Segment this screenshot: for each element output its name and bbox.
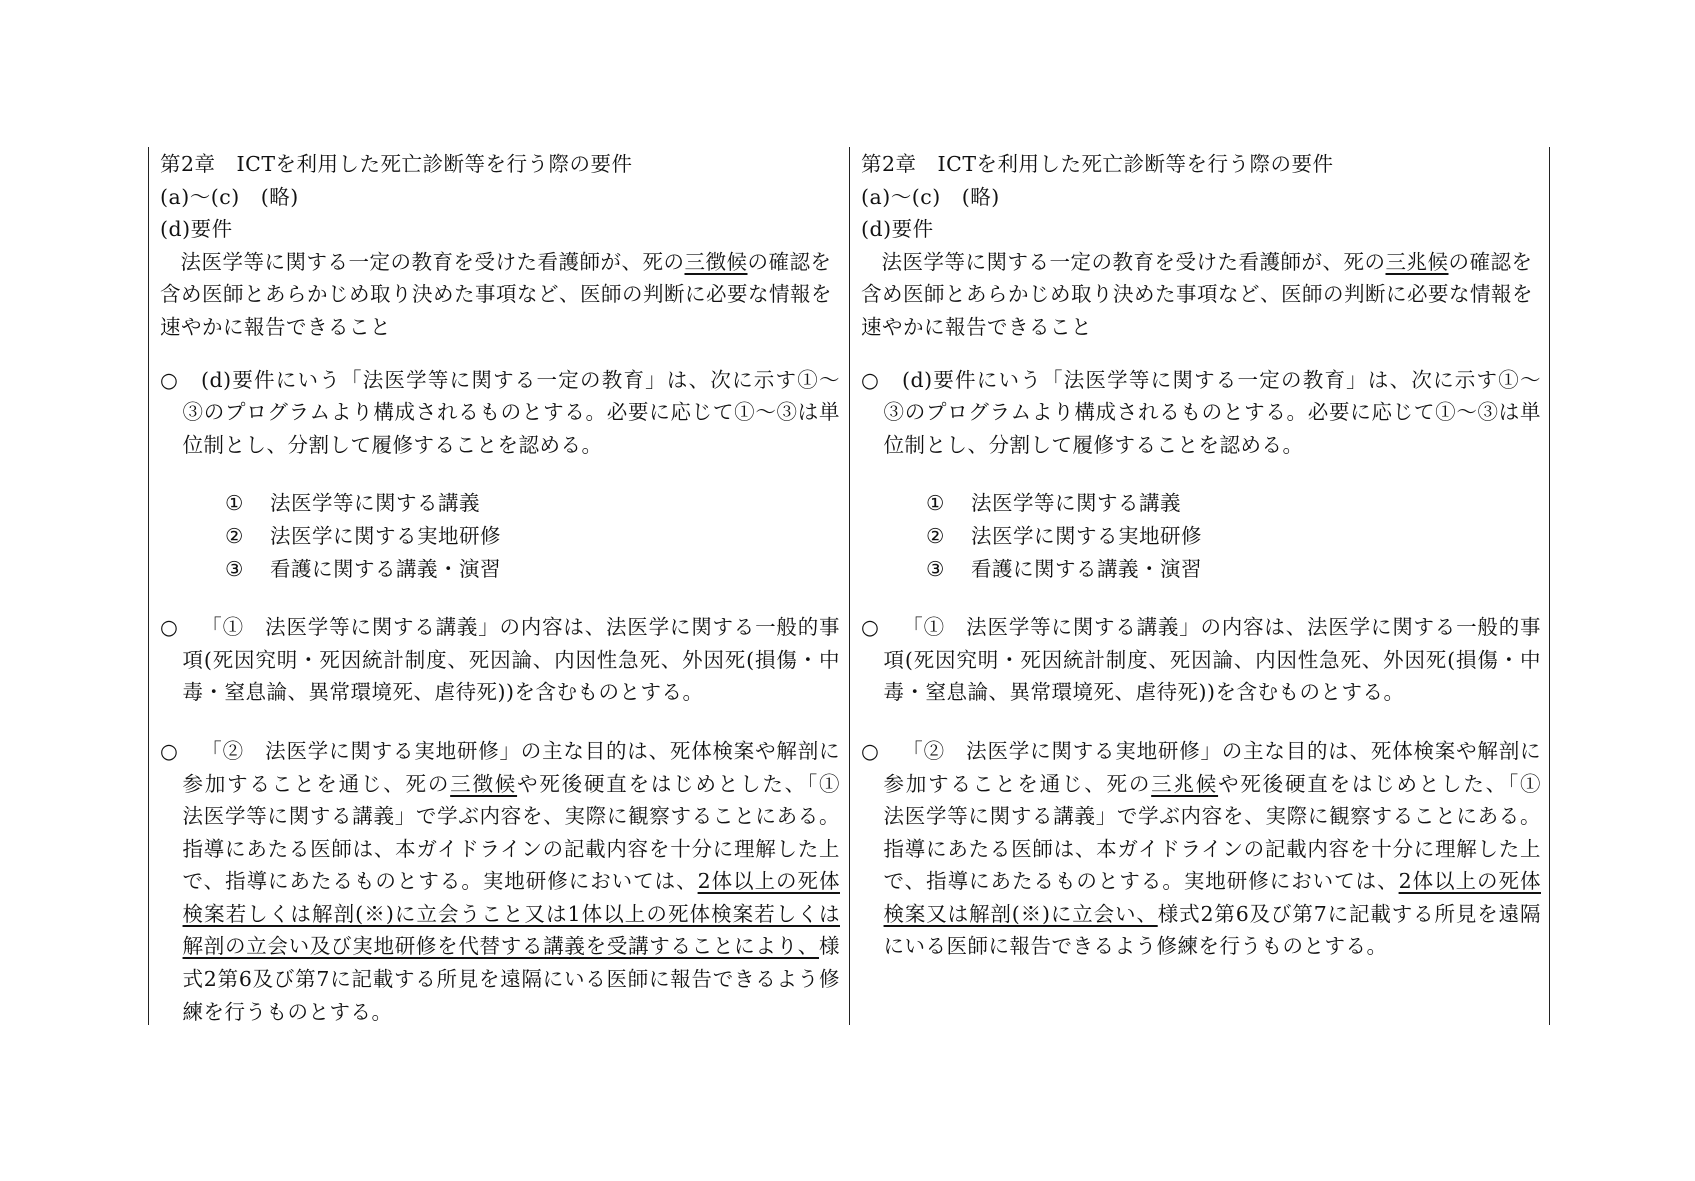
requirement-body: 法医学等に関する一定の教育を受けた看護師が、死の三兆候の確認を含め医師とあらかじめ取り決めた事項など、医師の判断に必要な情報を速やかに報告できること: [861, 249, 1533, 339]
paragraph-practical-training: ○ 「② 法医学に関する実地研修」の主な目的は、死体検案や解剖に参加することを通じ、死の三徴候や死後硬直をはじめとした、「① 法医学等に関する講義」で学ぶ内容を、実際に観察することにある。指導にあたる医師は、本ガイドラインの記載内容を十分に理解した上で、指導にあたるものとする。実地研修においては、2体以上の死体検案若しくは解剖(※)に立会うこと又は1体以上の死体検案若しくは解剖の立会い及び実地研修を代替する講義を受講することにより、様式2第6及び第7に記載する所見を遠隔にいる医師に報告できるよう修練を行うものとする。: [160, 735, 840, 1028]
paragraph-education-definition: ○ (d)要件にいう「法医学等に関する一定の教育」は、次に示す①～③のプログラムより構成されるものとする。必要に応じて①～③は単位制とし、分割して履修することを認める。: [861, 364, 1541, 462]
amended-clause: 2体以上の死体検案若しくは解剖(※)に立会うこと又は1体以上の死体検案若しくは解剖の立会い及び実地研修を代替する講義を受講することにより、: [182, 869, 840, 959]
list-item: ③ 看護に関する講義・演習: [926, 556, 1202, 581]
program-list: [160, 487, 840, 585]
bullet-circle: ○: [160, 615, 179, 640]
list-item: ③ 看護に関する講義・演習: [225, 556, 501, 581]
requirement-title: (d)要件: [861, 217, 934, 242]
program-list: [861, 487, 1541, 585]
requirement-body: 法医学等に関する一定の教育を受けた看護師が、死の三徴候の確認を含め医師とあらかじめ取り決めた事項など、医師の判断に必要な情報を速やかに報告できること: [160, 249, 832, 339]
chapter-heading: 第2章 ICTを利用した死亡診断等を行う際の要件: [160, 152, 633, 176]
bullet-circle: ○: [861, 615, 880, 640]
amended-clause: 2体以上の死体検案又は解剖(※)に立会い、: [883, 869, 1541, 926]
bullet-circle: ○: [861, 367, 880, 392]
column-divider: [849, 147, 850, 1025]
list-item: ② 法医学に関する実地研修: [225, 523, 501, 548]
list-item: ① 法医学等に関する講義: [225, 491, 480, 516]
left-column: [160, 148, 862, 1028]
amended-term: 三兆候: [1385, 249, 1449, 274]
amended-term: 三徴候: [684, 249, 748, 274]
bullet-circle: ○: [160, 738, 179, 763]
paragraph-lecture-content: ○ 「① 法医学等に関する講義」の内容は、法医学に関する一般的事項(死因究明・死因統計制度、死因論、内因性急死、外因死(損傷・中毒・窒息論、異常環境死、虐待死))を含むものとする。: [160, 611, 840, 709]
chapter-heading: 第2章 ICTを利用した死亡診断等を行う際の要件: [861, 152, 1334, 176]
bullet-circle: ○: [160, 367, 179, 392]
right-column: [861, 148, 1563, 963]
paragraph-lecture-content: ○ 「① 法医学等に関する講義」の内容は、法医学に関する一般的事項(死因究明・死因統計制度、死因論、内因性急死、外因死(損傷・中毒・窒息論、異常環境死、虐待死))を含むものとする。: [861, 611, 1541, 709]
list-item: ① 法医学等に関する講義: [926, 491, 1181, 516]
abbreviated-sections: (a)～(c) (略): [160, 184, 299, 209]
paragraph-practical-training: ○ 「② 法医学に関する実地研修」の主な目的は、死体検案や解剖に参加することを通じ、死の三兆候や死後硬直をはじめとした、「① 法医学等に関する講義」で学ぶ内容を、実際に観察することにある。指導にあたる医師は、本ガイドラインの記載内容を十分に理解した上で、指導にあたるものとする。実地研修においては、2体以上の死体検案又は解剖(※)に立会い、様式2第6及び第7に記載する所見を遠隔にいる医師に報告できるよう修練を行うものとする。: [861, 735, 1541, 963]
bullet-circle: ○: [861, 738, 880, 763]
paragraph-education-definition: ○ (d)要件にいう「法医学等に関する一定の教育」は、次に示す①～③のプログラムより構成されるものとする。必要に応じて①～③は単位制とし、分割して履修することを認める。: [160, 364, 840, 462]
list-item: ② 法医学に関する実地研修: [926, 523, 1202, 548]
amended-term: 三徴候: [450, 771, 518, 796]
requirement-title: (d)要件: [160, 217, 233, 242]
abbreviated-sections: (a)～(c) (略): [861, 184, 1000, 209]
amended-term: 三兆候: [1151, 771, 1219, 796]
